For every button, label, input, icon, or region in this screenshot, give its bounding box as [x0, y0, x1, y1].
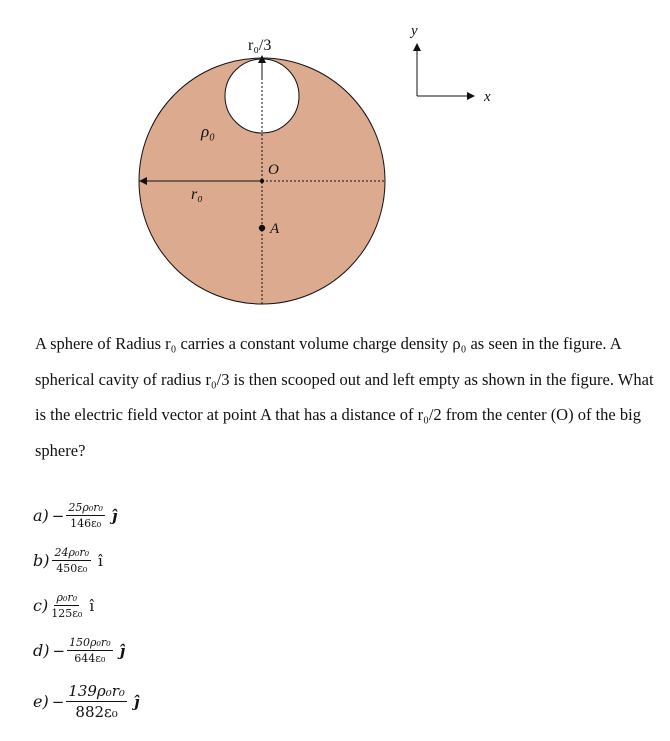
- fraction-denominator: 644ε₀: [74, 652, 106, 665]
- point-a: [259, 225, 265, 231]
- option-label: c): [33, 596, 49, 615]
- option-b[interactable]: [33, 546, 103, 575]
- option-sign: −: [51, 506, 65, 525]
- center-point-o: [260, 179, 264, 183]
- option-label: a): [33, 506, 49, 525]
- option-fraction: [52, 546, 91, 575]
- option-label: d): [33, 641, 50, 660]
- option-sign: −: [52, 641, 66, 660]
- label-center-o: O: [268, 162, 279, 178]
- fraction-denominator: 146ε₀: [70, 517, 102, 530]
- option-label: e): [33, 692, 49, 711]
- label-cavity-radius: r₀/3: [248, 37, 272, 54]
- label-rho0: ρ₀: [201, 122, 216, 141]
- option-a[interactable]: [33, 501, 117, 530]
- unit-vector-i: î: [89, 596, 95, 615]
- charged-sphere-figure: [0, 0, 670, 320]
- option-fraction: [67, 636, 113, 665]
- option-sign: −: [51, 692, 65, 711]
- option-label: b): [33, 551, 50, 570]
- option-c[interactable]: [33, 591, 94, 620]
- unit-vector-i: î: [98, 551, 103, 570]
- label-radius-r0: r₀: [191, 186, 203, 203]
- option-d[interactable]: [33, 636, 125, 665]
- fraction-numerator: 24ρ₀r₀: [54, 546, 90, 559]
- fraction-denominator: 125ε₀: [51, 607, 83, 620]
- fraction-numerator: 139ρ₀r₀: [68, 682, 125, 700]
- option-fraction: [66, 682, 127, 721]
- label-axis-x: x: [484, 89, 491, 105]
- fraction-numerator: 25ρ₀r₀: [68, 501, 103, 514]
- fraction-numerator: ρ₀r₀: [56, 591, 78, 604]
- label-axis-y: y: [411, 23, 418, 39]
- unit-vector-j: ĵ: [111, 506, 118, 525]
- fraction-numerator: 150ρ₀r₀: [69, 636, 111, 649]
- fraction-denominator: 882ε₀: [75, 703, 118, 721]
- option-fraction: [66, 501, 105, 530]
- unit-vector-j: ĵ: [133, 692, 140, 711]
- unit-vector-j: ĵ: [119, 641, 126, 660]
- option-e[interactable]: [33, 682, 139, 721]
- fraction-denominator: 450ε₀: [56, 562, 88, 575]
- option-fraction: [51, 591, 82, 620]
- label-point-a: A: [270, 221, 280, 237]
- problem-statement: A sphere of Radius r₀ carries a constant volume charge density ρ₀ as seen in the figure. A spherical cavity of radius r₀/3 is then scooped out and left empty as shown in the figure. What is the electric field vector at point A that has a distance of r₀/2 from the center (O) of the big sphere?: [35, 334, 654, 460]
